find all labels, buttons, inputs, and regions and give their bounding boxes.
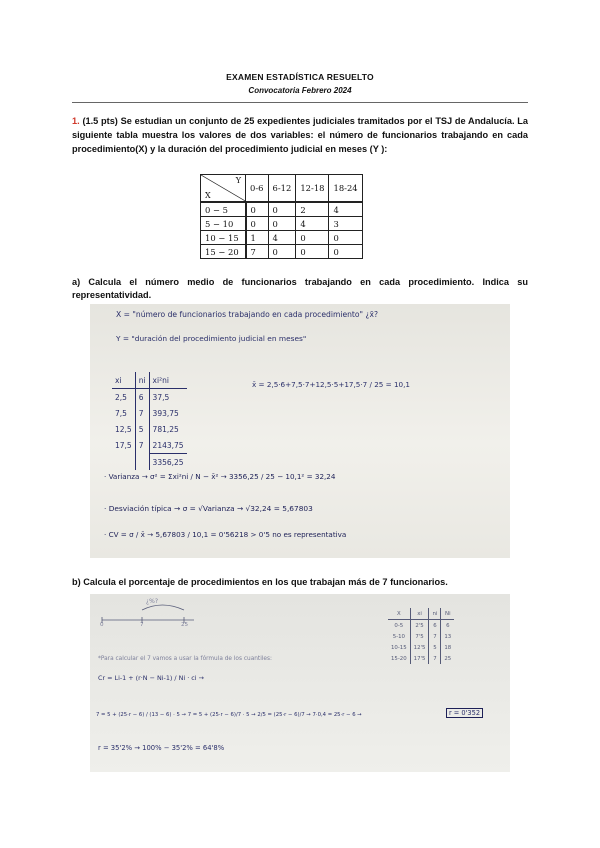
table-corner bbox=[201, 175, 246, 203]
table-cell: 4 bbox=[296, 217, 329, 231]
table-cell: 0 bbox=[268, 217, 296, 231]
table-row bbox=[201, 231, 363, 245]
column-header: 12-18 bbox=[296, 175, 329, 203]
hw-table-b bbox=[388, 608, 454, 664]
hw-axis-question: ¿%? bbox=[146, 598, 159, 605]
hw-cell: 7 bbox=[429, 631, 441, 642]
hw-head: xi bbox=[112, 372, 135, 389]
table-cell: 4 bbox=[329, 202, 362, 217]
hw-calculation: 7 = 5 + (25·r − 6) / (13 − 6) · 5 → 7 = 5 + (25·r − 6)/7 · 5 → 2/5 = (25·r − 6)/7 → 7·0,4 = 25·r − 6 → bbox=[96, 712, 362, 718]
hw-cell: 7 bbox=[135, 405, 149, 421]
corner-x-label: X bbox=[205, 191, 211, 200]
hw-result-box: r = 0'352 bbox=[446, 708, 483, 718]
hw-cell: 6 bbox=[429, 620, 441, 632]
column-header: 18-24 bbox=[329, 175, 362, 203]
hw-definition-y: Y = "duración del procedimiento judicial en meses" bbox=[116, 334, 307, 343]
hw-cell: 37,5 bbox=[152, 392, 170, 402]
question-text: (1.5 pts) Se estudian un conjunto de 25 expedientes judiciales tramitados por el TSJ de Andalucía. La siguiente tabla muestra los valores de dos variables: el número de funcionarios trabajando en cada procedimiento(X) y la duración del procedimiento judicial en meses (Y ): bbox=[72, 116, 528, 154]
hw-note: *Para calcular el 7 vamos a usar la fórmula de los cuantiles: bbox=[98, 656, 272, 662]
row-label: 0 − 5 bbox=[201, 202, 246, 217]
hw-formula: Cr = Li-1 + (r·N − Ni-1) / Ni · ci → bbox=[98, 674, 204, 682]
hw-cell: 6 bbox=[446, 622, 450, 629]
hw-cell: 17,5 bbox=[112, 437, 135, 454]
hw-head: Ni bbox=[441, 608, 454, 620]
hw-head: xi bbox=[410, 608, 429, 620]
handwritten-solution-b bbox=[90, 594, 510, 772]
table-cell: 1 bbox=[246, 231, 269, 245]
table-cell: 0 bbox=[329, 245, 362, 259]
hw-table-a bbox=[112, 372, 187, 470]
exam-subtitle: Convocatoria Febrero 2024 bbox=[248, 86, 352, 95]
hw-cv: · CV = σ / x̄ → 5,67803 / 10,1 = 0'56218 > 0'5 no es representativa bbox=[104, 530, 347, 539]
hw-variance: · Varianza → σ² = Σxi²ni / N − x̄² → 3356,25 / 25 − 10,1² = 32,24 bbox=[104, 472, 336, 481]
question-1 bbox=[72, 114, 528, 156]
hw-cell: 15-20 bbox=[388, 653, 410, 664]
corner-y-label: Y bbox=[235, 176, 241, 185]
table-cell: 7 bbox=[246, 245, 269, 259]
hw-cell: 12'5 bbox=[410, 642, 429, 653]
hw-head: xi²ni bbox=[149, 372, 187, 389]
hw-mean: x̄ = 2,5·6+7,5·7+12,5·5+17,5·7 / 25 = 10,1 bbox=[252, 380, 410, 389]
table-cell: 0 bbox=[329, 231, 362, 245]
hw-head: ni bbox=[135, 372, 149, 389]
handwritten-solution-a bbox=[90, 304, 510, 558]
hw-sum: 3356,25 bbox=[149, 454, 187, 471]
part-b-prompt: b) Calcula el porcentaje de procedimientos en los que trabajan más de 7 funcionarios. bbox=[72, 577, 448, 587]
hw-stddev: · Desviación típica → σ = √Varianza → √32,24 = 5,67803 bbox=[104, 504, 313, 513]
row-label: 5 − 10 bbox=[201, 217, 246, 231]
hw-cell: 17'5 bbox=[410, 653, 429, 664]
hw-tick: 25 bbox=[181, 622, 189, 628]
exam-title: EXAMEN ESTADÍSTICA RESUELTO bbox=[226, 72, 374, 82]
hw-cell: 13 bbox=[444, 633, 452, 640]
column-header: 0-6 bbox=[246, 175, 269, 203]
table-row bbox=[201, 202, 363, 217]
hw-cell: 6 bbox=[135, 389, 149, 406]
row-label: 15 − 20 bbox=[201, 245, 246, 259]
hw-head: ni bbox=[429, 608, 441, 620]
hw-cell: 5 bbox=[429, 642, 441, 653]
hw-cell: 7,5 bbox=[112, 405, 135, 421]
hw-cell: 7 bbox=[429, 653, 441, 664]
hw-cell: 10-15 bbox=[388, 642, 410, 653]
hw-cell: 5-10 bbox=[388, 631, 410, 642]
table-cell: 2 bbox=[296, 202, 329, 217]
hw-cell: 781,25 bbox=[152, 424, 179, 434]
hw-tick: 0 bbox=[100, 622, 104, 628]
hw-tick: 7 bbox=[140, 622, 144, 628]
table-cell: 0 bbox=[246, 202, 269, 217]
hw-head: X bbox=[388, 608, 410, 620]
header-divider bbox=[72, 102, 528, 103]
table-cell: 0 bbox=[246, 217, 269, 231]
hw-cell: 18 bbox=[444, 644, 452, 651]
table-cell: 3 bbox=[329, 217, 362, 231]
table-cell: 0 bbox=[296, 245, 329, 259]
hw-cell: 393,75 bbox=[152, 408, 179, 418]
table-cell: 4 bbox=[268, 231, 296, 245]
hw-cell: 2143,75 bbox=[152, 440, 184, 450]
table-row bbox=[201, 245, 363, 259]
hw-definition-x: X = "número de funcionarios trabajando en cada procedimiento" ¿x̄? bbox=[116, 310, 379, 319]
hw-cell: 7'5 bbox=[410, 631, 429, 642]
part-a-prompt: a) Calcula el número medio de funcionarios trabajando en cada procedimiento. Indica su representatividad. bbox=[72, 277, 528, 300]
hw-conclusion: r = 35'2% → 100% − 35'2% = 64'8% bbox=[98, 744, 225, 752]
frequency-table bbox=[200, 174, 363, 259]
hw-cell: 0-5 bbox=[388, 620, 410, 632]
table-row bbox=[201, 217, 363, 231]
hw-cell: 5 bbox=[135, 421, 149, 437]
table-cell: 0 bbox=[268, 245, 296, 259]
question-number: 1. bbox=[72, 116, 80, 126]
table-cell: 0 bbox=[268, 202, 296, 217]
hw-cell: 2'5 bbox=[410, 620, 429, 632]
hw-cell: 2,5 bbox=[112, 389, 135, 406]
hw-cell: 25 bbox=[444, 655, 452, 662]
hw-cell: 12,5 bbox=[112, 421, 135, 437]
column-header: 6-12 bbox=[268, 175, 296, 203]
hw-cell: 7 bbox=[135, 437, 149, 454]
row-label: 10 − 15 bbox=[201, 231, 246, 245]
table-cell: 0 bbox=[296, 231, 329, 245]
